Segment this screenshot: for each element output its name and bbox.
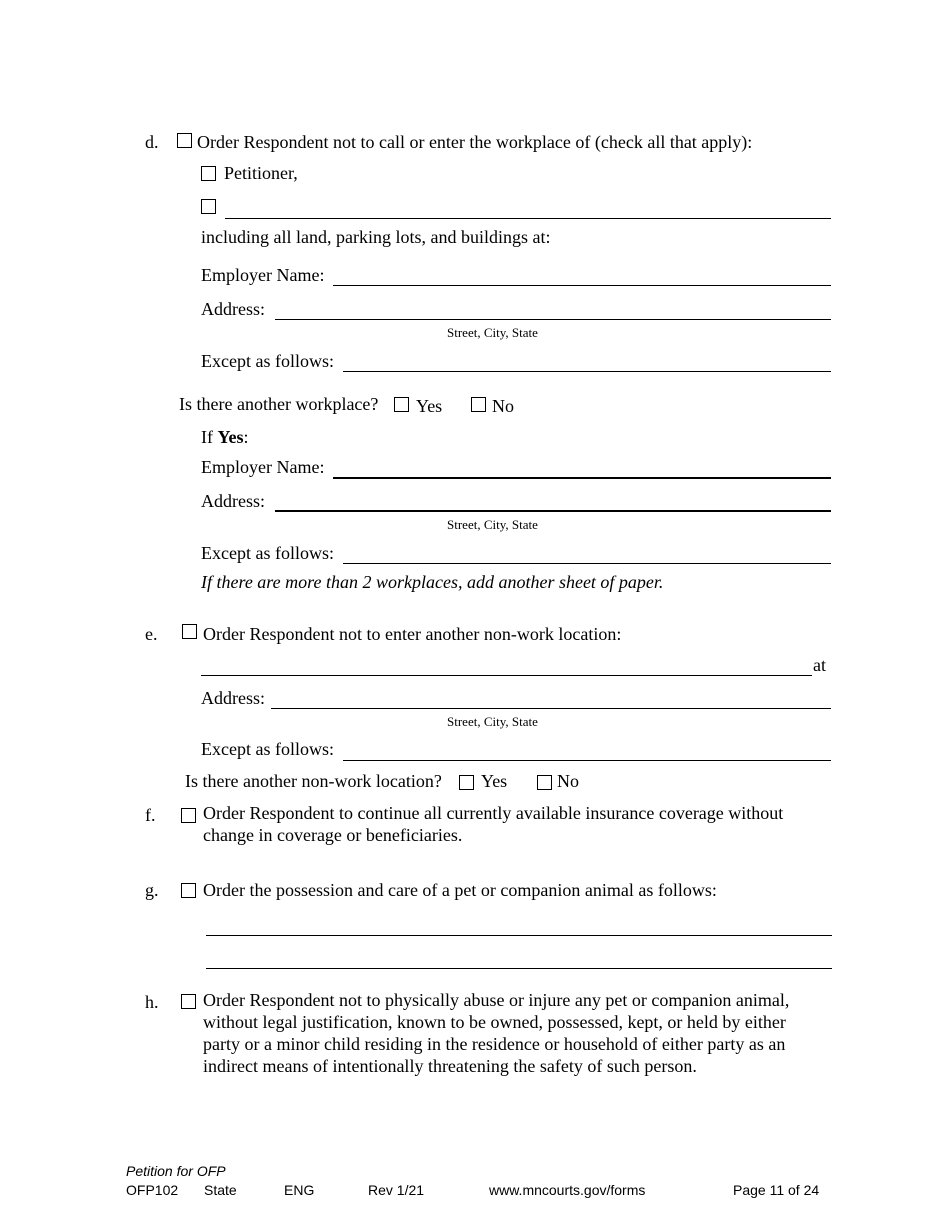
if-yes-label (201, 426, 249, 448)
street-city-state-hint-3: Street, City, State (447, 714, 538, 729)
item-letter-g: g. (145, 880, 159, 900)
employer-name-label-1: Employer Name: (201, 265, 325, 285)
workplaces-note: If there are more than 2 workplaces, add another sheet of paper. (201, 572, 664, 592)
checkbox-another-non-work-no[interactable] (537, 775, 552, 790)
checkbox-d[interactable] (177, 133, 192, 148)
item-e-text: Order Respondent not to enter another non-work location: (203, 624, 622, 644)
item-letter-h: h. (145, 992, 159, 1012)
no-label-e: No (557, 771, 579, 791)
street-city-state-hint-1: Street, City, State (447, 325, 538, 340)
footer-state: State (204, 1182, 237, 1198)
item-f-text: Order Respondent to continue all currently available insurance coverage without change in coverage or beneficiaries. (203, 803, 784, 845)
item-g-text: Order the possession and care of a pet or companion animal as follows: (203, 880, 717, 900)
pet-care-field-line-2[interactable] (206, 968, 832, 969)
address-label-3: Address: (201, 688, 265, 708)
address-field-2[interactable] (275, 510, 831, 512)
employer-name-field-1[interactable] (333, 285, 831, 286)
footer-title: Petition for OFP (126, 1163, 226, 1179)
checkbox-other-person[interactable] (201, 199, 216, 214)
except-field-3[interactable] (343, 760, 831, 761)
yes-label-e: Yes (481, 771, 508, 791)
another-workplace-question: Is there another workplace? (179, 394, 379, 414)
checkbox-h[interactable] (181, 994, 196, 1009)
including-text: including all land, parking lots, and buildings at: (201, 227, 551, 247)
no-label: No (492, 396, 514, 416)
checkbox-petitioner[interactable] (201, 166, 216, 181)
address-label-2: Address: (201, 491, 265, 511)
except-label-1: Except as follows: (201, 351, 334, 371)
checkbox-e[interactable] (182, 624, 197, 639)
item-letter-f: f. (145, 805, 156, 825)
if-yes-bold: Yes (217, 427, 244, 447)
if-colon: : (243, 427, 249, 447)
except-label-2: Except as follows: (201, 543, 334, 563)
non-work-location-field[interactable] (201, 675, 812, 676)
checkbox-another-workplace-yes[interactable] (394, 397, 409, 412)
footer-form-number: OFP102 (126, 1182, 179, 1198)
employer-name-field-2[interactable] (333, 477, 831, 479)
checkbox-another-non-work-yes[interactable] (459, 775, 474, 790)
other-person-field[interactable] (225, 218, 831, 219)
checkbox-f[interactable] (181, 808, 196, 823)
petitioner-label: Petitioner, (224, 163, 298, 183)
another-non-work-question: Is there another non-work location? (185, 771, 442, 791)
checkbox-g[interactable] (181, 883, 196, 898)
address-field-3[interactable] (271, 708, 831, 709)
if-prefix: If (201, 427, 218, 447)
except-field-1[interactable] (343, 371, 831, 372)
yes-label: Yes (416, 396, 443, 416)
footer-page-number: Page 11 of 24 (733, 1182, 820, 1198)
except-label-3: Except as follows: (201, 739, 334, 759)
item-d-text: Order Respondent not to call or enter the workplace of (check all that apply): (197, 132, 753, 152)
footer-language: ENG (284, 1182, 315, 1198)
at-label: at (813, 655, 826, 675)
street-city-state-hint-2: Street, City, State (447, 517, 538, 532)
item-letter-e: e. (145, 624, 158, 644)
except-field-2[interactable] (343, 563, 831, 564)
address-field-1[interactable] (275, 319, 831, 320)
footer-url: www.mncourts.gov/forms (489, 1182, 646, 1198)
checkbox-another-workplace-no[interactable] (471, 397, 486, 412)
pet-care-field-line-1[interactable] (206, 935, 832, 936)
employer-name-label-2: Employer Name: (201, 457, 325, 477)
item-letter-d: d. (145, 132, 159, 152)
footer-revision: Rev 1/21 (368, 1182, 425, 1198)
address-label-1: Address: (201, 299, 265, 319)
item-h-text: Order Respondent not to physically abuse or injure any pet or companion animal, without legal justification, known to be owned, possessed, kept, or held by either party or a minor child residing in the residence or household of either party as an indirect means of intentionally threatening the safety of such person. (203, 990, 790, 1076)
